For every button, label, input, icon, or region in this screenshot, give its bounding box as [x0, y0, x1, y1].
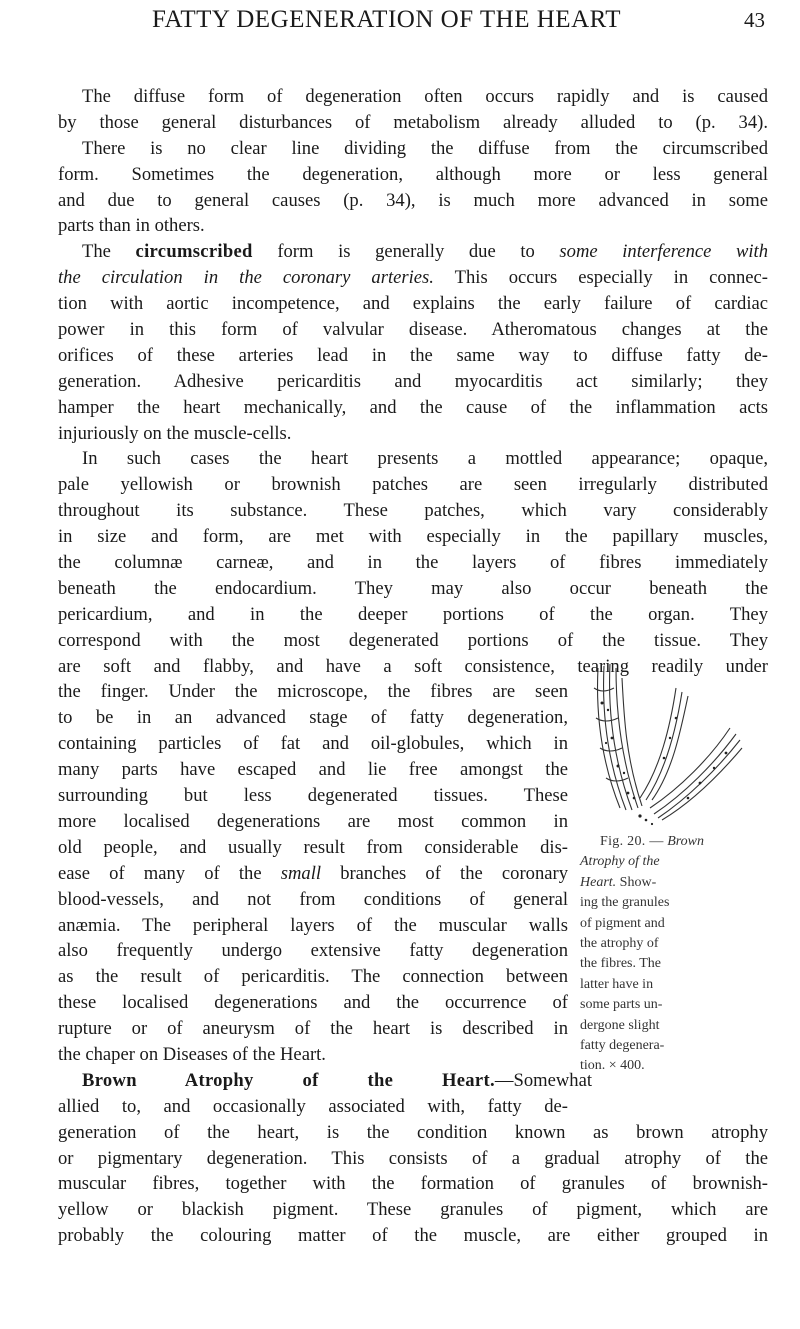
text-line: or pigmentary degeneration. This consists of a gradual atrophy of the: [58, 1147, 768, 1169]
text-line: surrounding but less degenerated tissues. These: [58, 785, 568, 807]
figure-caption: Fig. 20. — Brown Atrophy of the Heart. Show- ing the granules of pigment and the atrophy of the fibres. The latter have in some parts un- dergone slight fatty degenera- tion. × 400.: [580, 834, 705, 1074]
text-line: Brown Atrophy of the Heart.—Somewhat: [82, 1069, 592, 1091]
running-title: FATTY DEGENERATION OF THE HEART: [152, 6, 622, 33]
text-line: power in this form of valvular disease. Atheromatous changes at the: [58, 319, 768, 341]
text-line: are soft and flabby, and have a soft consistence, tearing readily under: [58, 655, 768, 677]
text-line: tion with aortic incompetence, and explains the early failure of cardiac: [58, 293, 768, 315]
text-line: the columnæ carneæ, and in the layers of fibres immediately: [58, 552, 768, 574]
text-line: injuriously on the muscle-cells.: [58, 422, 292, 444]
text-line: to be in an advanced stage of fatty degeneration,: [58, 707, 568, 729]
text-line: The circumscribed form is generally due to some interference with: [82, 241, 769, 263]
text-line: In such cases the heart presents a mottled appearance; opaque,: [82, 448, 768, 470]
text-line: also frequently undergo extensive fatty degeneration: [58, 940, 568, 962]
text-line: yellow or blackish pigment. These granules of pigment, which are: [58, 1199, 768, 1221]
text-line: parts than in others.: [58, 215, 205, 237]
text-line: probably the colouring matter of the muscle, are either grouped in: [58, 1225, 768, 1247]
page-header: [60, 6, 765, 46]
text-line: the circulation in the coronary arteries. This occurs especially in connec-: [58, 267, 768, 289]
text-line: and due to general causes (p. 34), is much more advanced in some: [58, 189, 768, 211]
text-line: beneath the endocardium. They may also occur beneath the: [58, 577, 768, 599]
text-line: blood-vessels, and not from conditions of general: [58, 888, 568, 910]
text-line: generation of the heart, is the condition known as brown atrophy: [58, 1121, 768, 1143]
text-line: muscular fibres, together with the formation of granules of brownish-: [58, 1173, 768, 1195]
text-line: orifices of these arteries lead in the same way to diffuse fatty de-: [58, 344, 768, 366]
text-line: many parts have escaped and lie free amongst the: [58, 759, 568, 781]
text-line: by those general disturbances of metabolism already alluded to (p. 34).: [58, 111, 768, 133]
text-line: hamper the heart mechanically, and the cause of the inflammation acts: [58, 396, 768, 418]
text-line: the finger. Under the microscope, the fibres are seen: [58, 681, 568, 703]
text-line: There is no clear line dividing the diffuse from the circumscribed: [82, 137, 768, 159]
page-number: 43: [744, 8, 765, 32]
term-circumscribed: circumscribed: [135, 241, 253, 263]
text-line: pale yellowish or brownish patches are seen irregularly distributed: [58, 474, 768, 496]
text-line: The diffuse form of degeneration often occurs rapidly and is caused: [82, 86, 768, 107]
text-line: these localised degenerations and the occurrence of: [58, 992, 568, 1014]
text-line: rupture or of aneurysm of the heart is described in: [58, 1018, 568, 1040]
text-line: old people, and usually result from considerable dis-: [58, 836, 568, 858]
text-line: throughout its substance. These patches, which vary considerably: [58, 500, 768, 522]
text-line: form. Sometimes the degeneration, although more or less general: [58, 163, 768, 185]
text-line: as the result of pericarditis. The connection between: [58, 966, 568, 988]
text-line: the chaper on Diseases of the Heart.: [58, 1043, 326, 1065]
section-heading: Brown Atrophy of the Heart.: [82, 1069, 495, 1091]
text-line: ease of many of the small branches of the coronary: [58, 862, 568, 884]
figure-20: [580, 648, 746, 833]
text-line: anæmia. The peripheral layers of the muscular walls: [58, 914, 568, 936]
text-line: containing particles of fat and oil-globules, which in: [58, 733, 568, 755]
text-line: correspond with the most degenerated portions of the tissue. They: [58, 629, 768, 651]
text-line: pericardium, and in the deeper portions of the organ. They: [58, 603, 768, 625]
text-line: more localised degenerations are most common in: [58, 810, 568, 832]
text-line: allied to, and occasionally associated with, fatty de-: [58, 1095, 568, 1117]
figure-illustration: [580, 648, 746, 828]
text-line: generation. Adhesive pericarditis and myocarditis act similarly; they: [58, 370, 768, 392]
text-line: in size and form, are met with especially in the papillary muscles,: [58, 526, 768, 548]
